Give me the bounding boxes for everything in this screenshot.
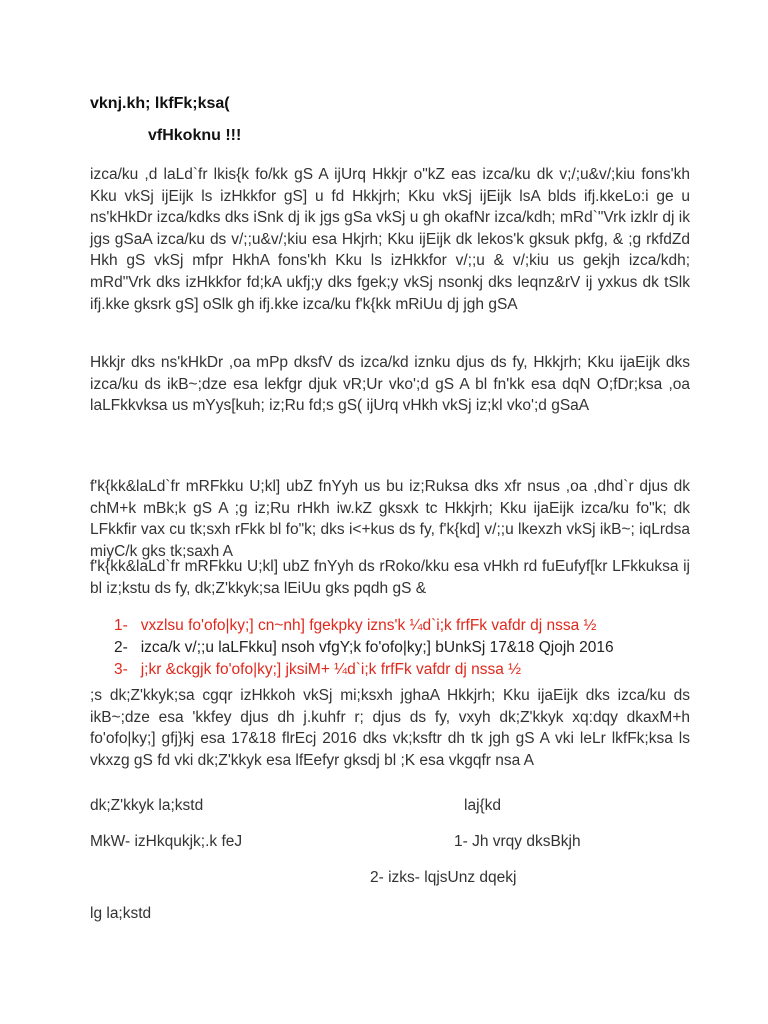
co-convener-label: lg la;kstd [90, 905, 152, 922]
patron-name-1: 1- Jh vrqy dksBkjh [454, 833, 581, 850]
closing-paragraph: ;s dk;Z'kkyk;sa cgqr izHkkoh vkSj mi;ksxh jghaA Hkkjrh; Kku ijaEijk dks izca/ku ds ikB~;dze esa 'kkfey djus dh j.kuhfr r; djus ds fy, vxyh dk;Z'kkyk xq:dqy dkaxM+h fo'ofo|ky;] gfj}kj esa 17&18 flrEcj 2016 dks vk;ksftr dh tk jgh gS A vki leLr lkfFk;ksa ls vkxzg gS fd vki dk;Z'kkyk esa lfEefyr gksdj bl ;K esa vkgqfr nsa A [90, 687, 690, 769]
patron-label: laj{kd [464, 797, 502, 814]
convener-label: dk;Z'kkyk la;kstd [90, 797, 204, 814]
patron-name-2: 2- izks- lqjsUnz dqekj [370, 869, 517, 886]
paragraph-4: f'k{kk&laLd`fr mRFkku U;kl] ubZ fnYyh ds rRoko/kku esa vHkh rd fuEufyf[kr LFkkuksa ij bl iz;kstu ds fy, dk;Z'kkyk;sa lEiUu gks pqdh gS & [90, 558, 690, 597]
list-item-number: 1- [114, 617, 128, 634]
letter-heading: vknj.kh; lkfFk;ksa( [90, 95, 230, 112]
list-item [114, 637, 614, 659]
paragraph-3: f'k{kk&laLd`fr mRFkku U;kl] ubZ fnYyh us bu iz;Ruksa dks xfr nsus ,oa ,dhd`r djus dk chM+k mBk;k gS A ;g iz;Ru rHkh iw.kZ gksxk tc Hkkjrh; Kku ijaEijk izca/ku fo"k; dk LFkkfir vax cu tk;sxh rFkk bl fo"k; dks i<+kus ds fy, f'k{kd] v/;;u lkexzh vkSj ikB~; iqLrdsa miyC/k gks tk;saxh A [90, 478, 690, 560]
letter-greeting: vfHkoknu !!! [148, 127, 242, 144]
list-item-text: j;kr &ckgjk fo'ofo|ky;] jksiM+ ¼d`i;k frfFk vafdr dj nssa ½ [140, 661, 522, 678]
list-item-number: 2- [114, 639, 128, 656]
paragraph-2: Hkkjr dks ns'kHkDr ,oa mPp dksfV ds izca/kd iznku djus ds fy, Hkkjrh; Kku ijaEijk dks izca/ku ds ikB~;dze esa lekfgr djuk vR;Ur vko';d gS A bl fn'kk esa dqN O;fDr;ksa ,oa laLFkkvksa us mYys[kuh; iz;Ru fd;s gS( ijUrq vHkh vkSj iz;kl vko';d gSaA [90, 354, 690, 415]
list-item-text: izca/k v/;;u laLFkku] nsoh vfgY;k fo'ofo|ky;] bUnkSj 17&18 Qjojh 2016 [140, 639, 614, 656]
workshop-list [114, 615, 614, 681]
list-item-text: vxzlsu fo'ofo|ky;] cn~nh] fgekpky izns'k ¼d`i;k frfFk vafdr dj nssa ½ [140, 617, 597, 634]
list-item [114, 615, 614, 637]
paragraph-1: izca/ku ,d laLd`fr lkis{k fo/kk gS A ijUrq Hkkjr o"kZ eas izca/ku dk v;/;u&v/;kiu fons'kh Kku vkSj ijEijk ls izHkkfor gS] u fd Hkkjrh; Kku vkSj ijEijk lsA blds ifj.kkeLo:i ge u ns'kHkDr izca/kdks dks iSnk dj ik jgs gSa vkSj u gh okafNr izca/kdh; mRd`"Vrk izklr dj ik jgs gSaA izca/ku ds v/;;u&v/;kiu esa Hkjrh; Kku ijEijk dk lekos'k gksuk pkfg, & ;g rkfdZd Hkh gS vkSj mfpr HkhA fons'kh Kku ls izHkkfor v/;;u & v/;kiu us gekjh izca/kdh; mRd"Vrk dks izHkkfor fd;kA ukfj;y dks fgek;y vkSj nsonkj dks leqnz&rV ij yxkus dk tSlk ifj.kke gksrk gS] oSlk gh ifj.kke izca/ku f'k{kk mRiUu dj jgh gSA [90, 166, 690, 313]
list-item [114, 659, 614, 681]
convener-name: MkW- izHkqukjk;.k feJ [90, 833, 243, 850]
list-item-number: 3- [114, 661, 128, 678]
